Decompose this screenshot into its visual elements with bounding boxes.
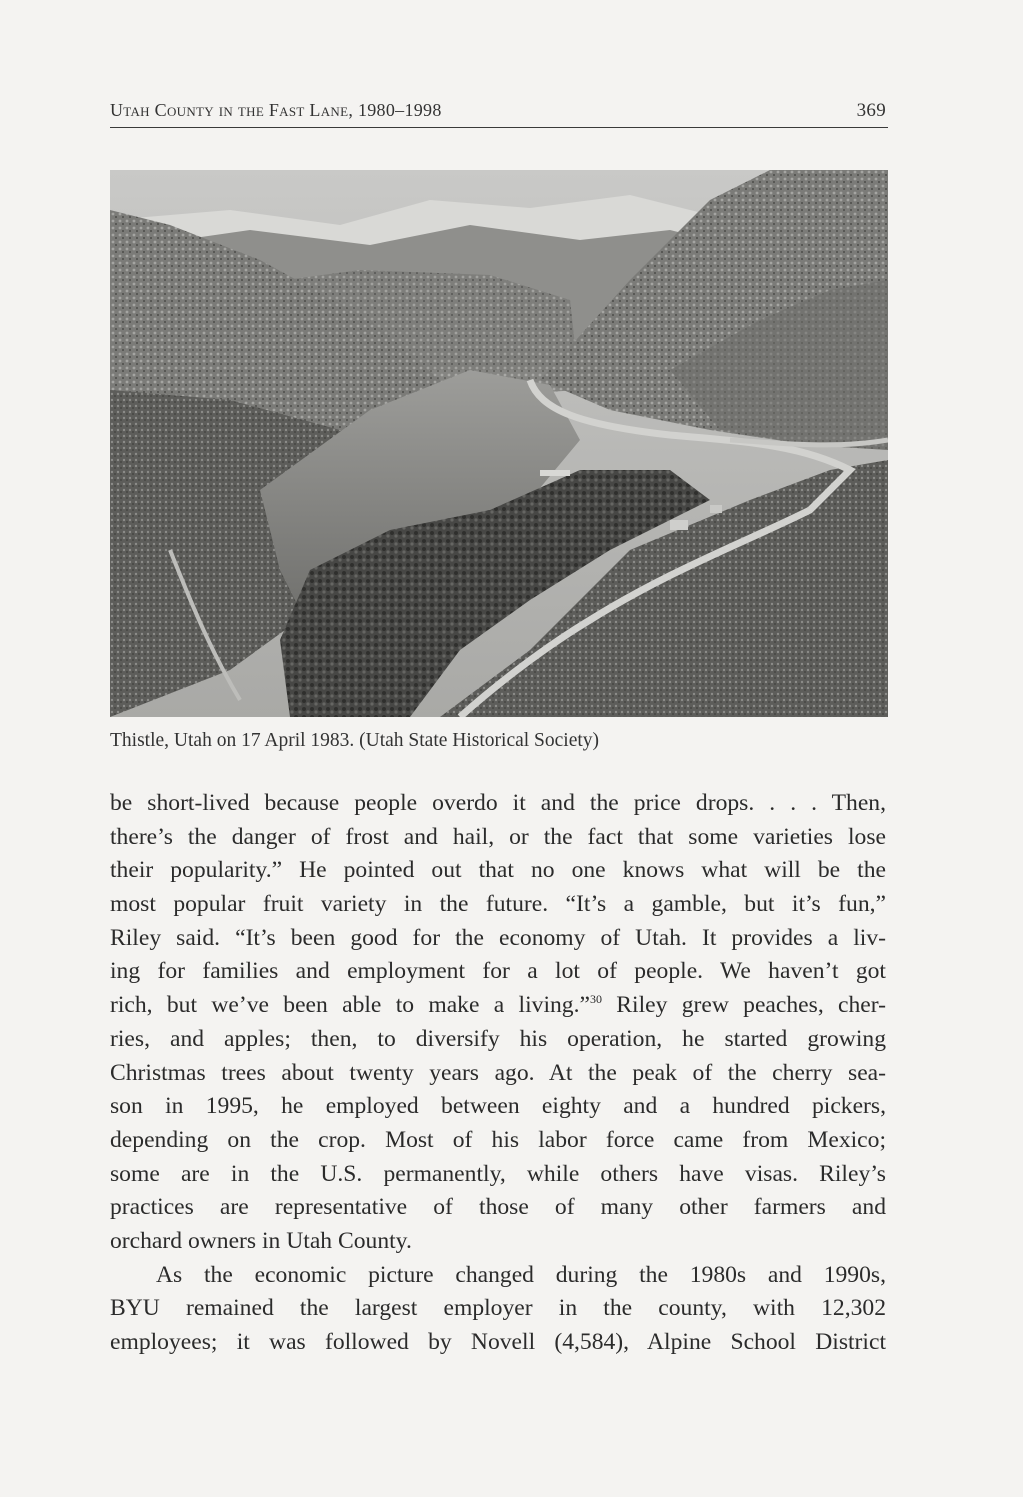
text-line: ries, and apples; then, to diversify his operation, he started growing — [110, 1025, 886, 1052]
text-line: Riley said. “It’s been good for the economy of Utah. It provides a liv- — [110, 924, 886, 951]
text-line: their popularity.” He pointed out that no one knows what will be the — [110, 857, 886, 884]
text-line: employees; it was followed by Novell (4,584), Alpine School District — [110, 1329, 886, 1355]
footnote-reference: 30 — [589, 992, 602, 1007]
text-line: most popular fruit variety in the future. “It’s a gamble, but it’s fun,” — [110, 891, 886, 918]
text-line: some are in the U.S. permanently, while others have visas. Riley’s — [110, 1160, 886, 1187]
figure-caption: Thistle, Utah on 17 April 1983. (Utah State Historical Society) — [110, 730, 600, 751]
text-line: As the economic picture changed during the 1980s and 1990s, — [156, 1261, 886, 1288]
text-segment: Riley grew peaches, cher- — [601, 992, 887, 1019]
body-text — [110, 787, 886, 1360]
running-head — [110, 100, 888, 128]
text-line: BYU remained the largest employer in the county, with 12,302 — [110, 1295, 886, 1322]
page-number: 369 — [856, 100, 886, 121]
text-line: orchard owners in Utah County. — [110, 1227, 412, 1254]
thistle-photograph — [110, 170, 888, 717]
running-head-title: Utah County in the Fast Lane, 1980–1998 — [110, 100, 442, 120]
text-line: practices are representative of those of many other farmers and — [110, 1194, 886, 1221]
photo-drawing — [110, 170, 888, 717]
text-line: son in 1995, he employed between eighty and a hundred pickers, — [110, 1093, 886, 1120]
text-segment: rich, but we’ve been able to make a living.” — [110, 992, 590, 1019]
text-line-with-footnote — [110, 989, 886, 1023]
text-line: ing for families and employment for a lot of people. We haven’t got — [110, 958, 886, 985]
text-line: Christmas trees about twenty years ago. At the peak of the cherry sea- — [110, 1059, 886, 1086]
text-line: depending on the crop. Most of his labor force came from Mexico; — [110, 1126, 886, 1153]
text-line: there’s the danger of frost and hail, or the fact that some varieties lose — [110, 823, 886, 850]
header-rule — [110, 127, 888, 128]
text-line: be short-lived because people overdo it and the price drops. . . . Then, — [110, 790, 886, 816]
